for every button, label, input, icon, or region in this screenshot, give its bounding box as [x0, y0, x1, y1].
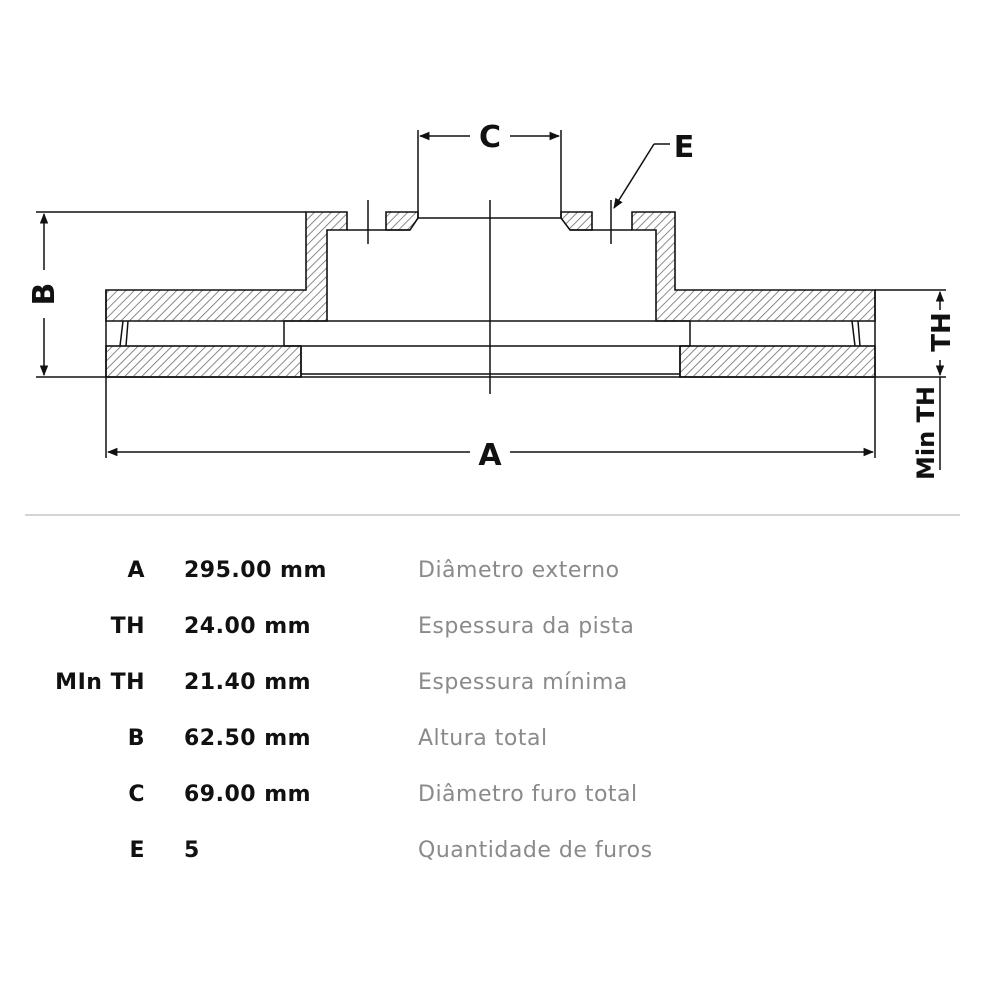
spec-value: 21.40 mm [184, 670, 312, 695]
spec-description: Quantidade de furos [418, 838, 653, 863]
spec-value: 24.00 mm [184, 614, 312, 639]
spec-row-e [0, 826, 1000, 882]
spec-row-a [0, 546, 1000, 602]
label-a: A [478, 438, 502, 473]
spec-description: Espessura da pista [418, 614, 635, 639]
spec-row-th [0, 602, 1000, 658]
spec-description: Diâmetro furo total [418, 782, 638, 807]
spec-code: TH [110, 614, 145, 639]
spec-value: 69.00 mm [184, 782, 312, 807]
spec-row-b [0, 714, 1000, 770]
spec-description: Diâmetro externo [418, 558, 620, 583]
label-c: C [478, 120, 502, 155]
label-th: TH [927, 312, 957, 352]
lower-plate-right [680, 346, 875, 377]
label-e: E [673, 130, 695, 165]
spec-row-c [0, 770, 1000, 826]
hat-flange-left [386, 212, 418, 230]
label-min-th: Min TH [912, 385, 940, 481]
dimension-e-leader [614, 144, 670, 208]
lower-plate-left [106, 346, 301, 377]
spec-value: 62.50 mm [184, 726, 312, 751]
hat-section-left [106, 212, 347, 321]
spec-description: Altura total [418, 726, 548, 751]
spec-value: 295.00 mm [184, 558, 327, 583]
spec-code: C [128, 782, 145, 807]
hat-section-right [632, 212, 875, 321]
spec-code: MIn TH [55, 670, 145, 695]
spec-code: A [127, 558, 145, 583]
section-divider [25, 514, 960, 516]
spec-code: E [129, 838, 145, 863]
spec-code: B [127, 726, 145, 751]
spec-description: Espessura mínima [418, 670, 628, 695]
hat-flange-right [561, 212, 592, 230]
spec-table [0, 546, 1000, 882]
label-b: B [27, 282, 62, 306]
spec-row-min-th [0, 658, 1000, 714]
spec-value: 5 [184, 838, 200, 863]
